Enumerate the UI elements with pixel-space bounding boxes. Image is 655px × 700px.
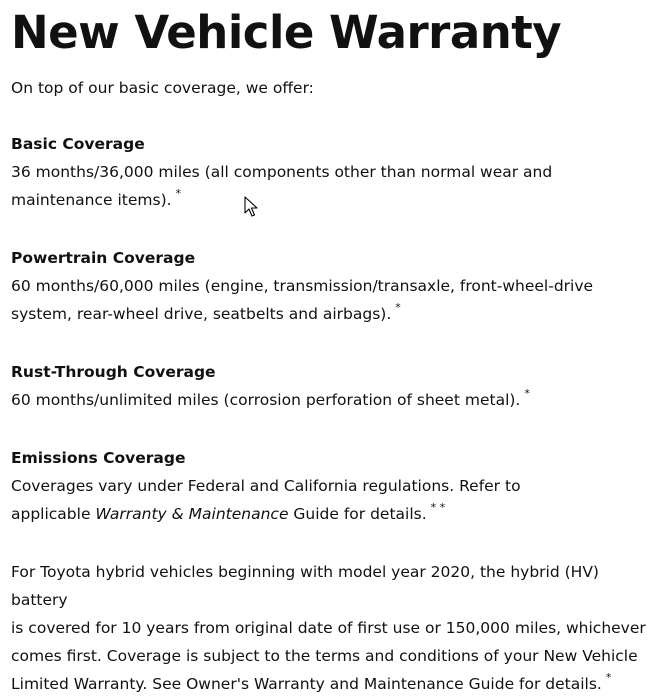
powertrain-coverage-line-2-text: system, rear-wheel drive, seatbelts and airbags). xyxy=(11,305,392,323)
emissions-coverage-line-2-pre: applicable xyxy=(11,505,96,523)
mouse-pointer-icon xyxy=(244,196,258,218)
powertrain-coverage-section xyxy=(11,244,651,330)
powertrain-coverage-footnote-mark: * xyxy=(395,301,401,314)
warranty-content xyxy=(11,0,651,700)
basic-coverage-heading: Basic Coverage xyxy=(11,135,145,153)
powertrain-coverage-line-2 xyxy=(11,300,651,330)
emissions-coverage-line-2-post: Guide for details. xyxy=(288,505,427,523)
emissions-coverage-section xyxy=(11,444,651,530)
rust-through-coverage-footnote-mark: * xyxy=(524,387,530,400)
emissions-coverage-footnote-mark: * * xyxy=(430,501,446,514)
intro-text: On top of our basic coverage, we offer: xyxy=(11,79,314,97)
hybrid-battery-line-3: comes first. Coverage is subject to the terms and conditions of your New Vehicle xyxy=(11,647,638,665)
emissions-coverage-line-2 xyxy=(11,500,651,530)
rust-through-coverage-line-1 xyxy=(11,386,651,416)
hybrid-battery-line-1: For Toyota hybrid vehicles beginning with model year 2020, the hybrid (HV) battery xyxy=(11,563,599,609)
basic-coverage-section xyxy=(11,130,651,216)
hybrid-battery-line-2: is covered for 10 years from original date of first use or 150,000 miles, whichever xyxy=(11,619,646,637)
basic-coverage-line-1: 36 months/36,000 miles (all components other than normal wear and xyxy=(11,163,553,181)
page-title: New Vehicle Warranty xyxy=(11,6,562,59)
rust-through-coverage-heading: Rust-Through Coverage xyxy=(11,363,216,381)
basic-coverage-footnote-mark: * xyxy=(175,187,182,200)
hybrid-battery-footnote-mark: * xyxy=(605,671,612,684)
emissions-coverage-line-1: Coverages vary under Federal and California regulations. Refer to xyxy=(11,477,521,495)
hybrid-battery-section xyxy=(11,558,651,700)
hybrid-battery-line-4 xyxy=(11,670,651,700)
warranty-maintenance-guide-title: Warranty & Maintenance xyxy=(95,505,289,523)
powertrain-coverage-line-1: 60 months/60,000 miles (engine, transmission/transaxle, front-wheel-drive xyxy=(11,277,594,295)
rust-through-coverage-line-1-text: 60 months/unlimited miles (corrosion perforation of sheet metal). xyxy=(11,391,521,409)
hybrid-battery-line-4-text: Limited Warranty. See Owner's Warranty and Maintenance Guide for details. xyxy=(11,675,602,693)
powertrain-coverage-heading: Powertrain Coverage xyxy=(11,249,196,267)
rust-through-coverage-section xyxy=(11,358,651,416)
basic-coverage-line-2-text: maintenance items). xyxy=(11,191,172,209)
basic-coverage-line-2 xyxy=(11,186,651,216)
emissions-coverage-heading: Emissions Coverage xyxy=(11,449,186,467)
